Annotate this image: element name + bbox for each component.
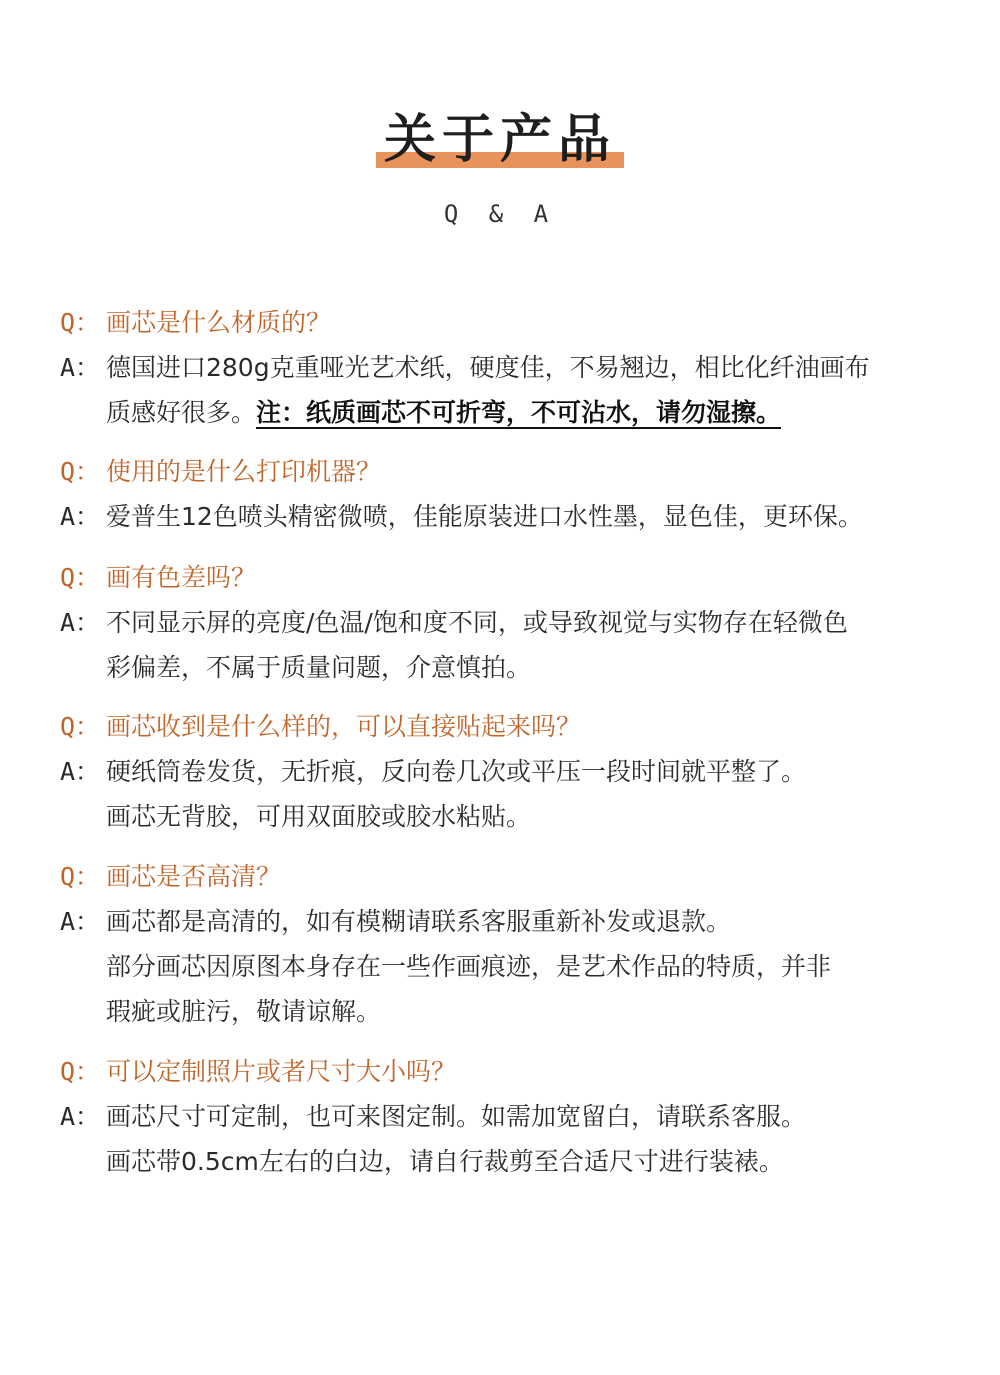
qa-list: [60, 300, 940, 1184]
answer-text: 彩偏差，不属于质量问题，介意慎拍。: [106, 653, 532, 682]
answer-line: [60, 794, 940, 839]
answer: [60, 345, 940, 435]
a-prefix: A：: [60, 353, 101, 382]
answer-line: [60, 1139, 940, 1184]
answer-line: [60, 899, 940, 944]
answer-line: [60, 1094, 940, 1139]
answer-line: [60, 645, 940, 690]
question: [60, 854, 940, 899]
q-prefix: Q：: [60, 1057, 101, 1086]
question-text: 使用的是什么打印机器？: [106, 457, 382, 486]
a-prefix: A：: [60, 907, 101, 936]
answer-text: 德国进口280g克重哑光艺术纸，硬度佳，不易翘边，相比化纤油画布: [106, 353, 870, 382]
qa-item-material: [60, 300, 940, 435]
a-prefix: A：: [60, 757, 101, 786]
q-prefix: Q：: [60, 308, 101, 337]
qa-item-color-difference: [60, 555, 940, 690]
answer-line: [60, 749, 940, 794]
question-text: 画芯是什么材质的？: [106, 308, 332, 337]
qa-item-printer: [60, 449, 940, 539]
answer: [60, 494, 940, 539]
answer-text: 硬纸筒卷发货，无折痕，反向卷几次或平压一段时间就平整了。: [106, 757, 807, 786]
page-title: 关于产品: [383, 110, 616, 170]
q-prefix: Q：: [60, 712, 101, 741]
answer-text: 质感好很多。: [106, 398, 257, 427]
question: [60, 449, 940, 494]
answer-line: [60, 944, 940, 989]
question-text: 画芯是否高清？: [106, 862, 282, 891]
answer-text: 瑕疵或脏污，敬请谅解。: [106, 997, 382, 1026]
question: [60, 704, 940, 749]
answer: [60, 600, 940, 690]
q-prefix: Q：: [60, 563, 101, 592]
answer-line: [60, 600, 940, 645]
a-prefix: A：: [60, 608, 101, 637]
answer-text: 部分画芯因原图本身存在一些作画痕迹，是艺术作品的特质，并非: [106, 952, 832, 981]
q-prefix: Q：: [60, 457, 101, 486]
q-prefix: Q：: [60, 862, 101, 891]
question-text: 画有色差吗？: [106, 563, 257, 592]
qa-item-receiving: [60, 704, 940, 839]
a-prefix: A：: [60, 502, 101, 531]
answer: [60, 1094, 940, 1184]
title-block: [0, 108, 1000, 178]
answer-text: 爱普生12色喷头精密微喷，佳能原装进口水性墨，显色佳，更环保。: [106, 502, 863, 531]
answer-line: [60, 345, 940, 390]
question: [60, 300, 940, 345]
a-prefix: A：: [60, 1102, 101, 1131]
answer-text: 画芯无背胶，可用双面胶或胶水粘贴。: [106, 802, 532, 831]
question-text: 画芯收到是什么样的，可以直接贴起来吗？: [106, 712, 582, 741]
answer-text: 画芯尺寸可定制，也可来图定制。如需加宽留白，请联系客服。: [106, 1102, 807, 1131]
answer-text: 画芯带0.5cm左右的白边，请自行裁剪至合适尺寸进行装裱。: [106, 1147, 784, 1176]
answer: [60, 899, 940, 1034]
answer-line: [60, 390, 940, 435]
answer-line: [60, 494, 940, 539]
question: [60, 555, 940, 600]
page-subtitle: Q & A: [443, 200, 557, 228]
question-text: 可以定制照片或者尺寸大小吗？: [106, 1057, 457, 1086]
qa-item-hd: [60, 854, 940, 1034]
answer-line: [60, 989, 940, 1034]
answer: [60, 749, 940, 839]
answer-text: 不同显示屏的亮度/色温/饱和度不同，或导致视觉与实物存在轻微色: [106, 608, 848, 637]
answer-warning-note: 注：纸质画芯不可折弯，不可沾水，请勿湿擦。: [256, 398, 782, 427]
qa-item-custom: [60, 1049, 940, 1184]
question: [60, 1049, 940, 1094]
answer-text: 画芯都是高清的，如有模糊请联系客服重新补发或退款。: [106, 907, 732, 936]
